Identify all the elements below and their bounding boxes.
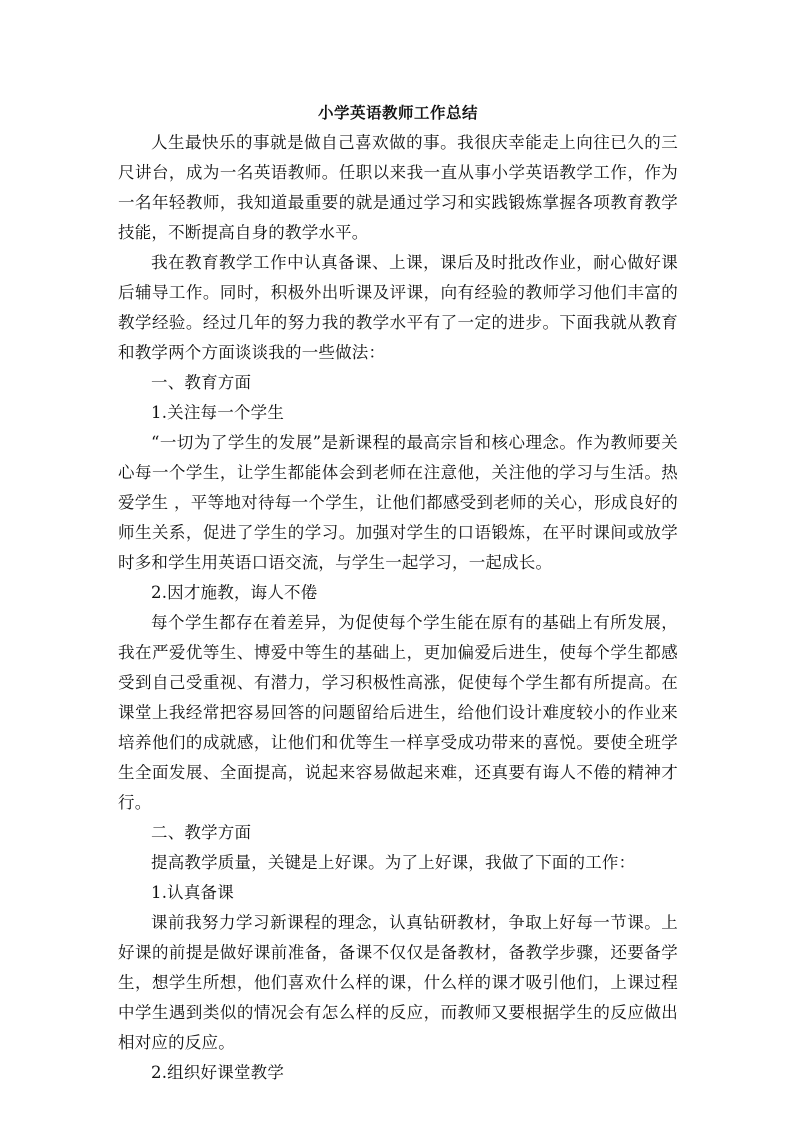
- subheading-lesson-prep: 1.认真备课: [151, 883, 234, 902]
- section-heading-education: 一、教育方面: [151, 373, 252, 392]
- document-body: [118, 100, 678, 1088]
- paragraph-lesson-prep: 课前我努力学习新课程的理念，认真钻研教材，争取上好每一节课。上好课的前提是做好课前准备，备课不仅仅是备教材，备教学步骤，还要备学生，想学生所想，他们喜欢什么样的课，什么样的课才吸引他们，上课过程中学生遇到类似的情况会有怎么样的反应，而教师又要根据学生的反应做出相对应的反应。: [118, 913, 678, 1052]
- document-title: 小学英语教师工作总结: [317, 104, 478, 122]
- paragraph-care-every-student: “一切为了学生的发展”是新课程的最高宗旨和核心理念。作为教师要关心每一个学生，让学生都能体会到老师在注意他，关注他的学习与生活。热爱学生 ，平等地对待每一个学生，让他们都感受到老师的关心，形成良好的师生关系，促进了学生的学习。加强对学生的口语锻炼，在平时课间或放学时多和学生用英语口语交流，与学生一起学习，一起成长。: [118, 433, 678, 572]
- subheading-teach-by-aptitude: 2.因才施教，诲人不倦: [151, 583, 318, 602]
- paragraph-teaching-intro: 提高教学质量，关键是上好课。为了上好课，我做了下面的工作：: [151, 853, 636, 872]
- paragraph-teach-by-aptitude: 每个学生都存在着差异，为促使每个学生能在原有的基础上有所发展，我在严爱优等生、博爱中等生的基础上，更加偏爱后进生，使每个学生都感受到自己受重视、有潜力，学习积极性高涨，促使每个学生都有所提高。在课堂上我经常把容易回答的问题留给后进生，给他们设计难度较小的作业来培养他们的成就感，让他们和优等生一样享受成功带来的喜悦。要使全班学生全面发展、全面提高，说起来容易做起来难，还真要有诲人不倦的精神才行。: [118, 613, 678, 812]
- paragraph-overview: 我在教育教学工作中认真备课、上课，课后及时批改作业，耐心做好课后辅导工作。同时，积极外出听课及评课，向有经验的教师学习他们丰富的教学经验。经过几年的努力我的教学水平有了一定的进步。下面我就从教育和教学两个方面谈谈我的一些做法：: [118, 253, 678, 362]
- paragraph-intro: 人生最快乐的事就是做自己喜欢做的事。我很庆幸能走上向往已久的三尺讲台，成为一名英语教师。任职以来我一直从事小学英语教学工作，作为一名年轻教师，我知道最重要的就是通过学习和实践锻炼掌握各项教育教学技能，不断提高自身的教学水平。: [118, 133, 678, 242]
- section-heading-teaching: 二、教学方面: [151, 823, 252, 842]
- subheading-classroom-organization: 2.组织好课堂教学: [151, 1063, 285, 1082]
- subheading-care-every-student: 1.关注每一个学生: [151, 403, 285, 422]
